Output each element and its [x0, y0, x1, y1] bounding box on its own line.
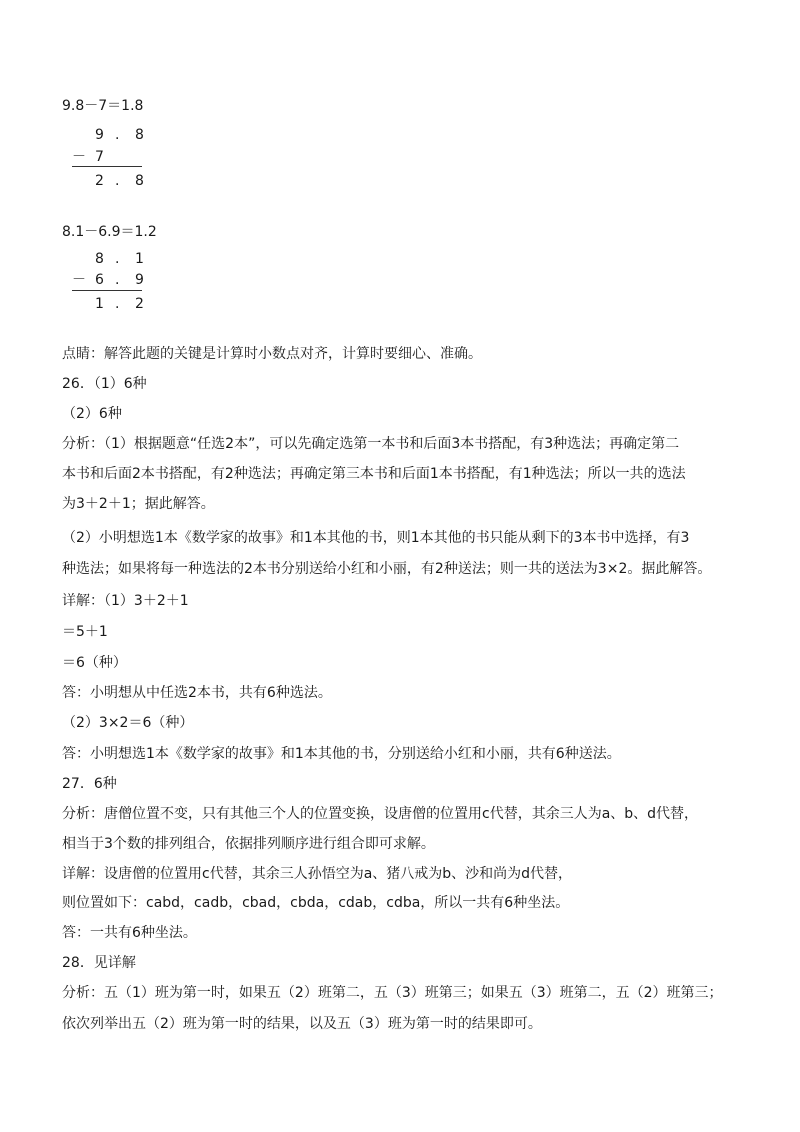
- calc2-result-digit-2: 2: [135, 296, 144, 312]
- calc2-sub-point: .: [115, 272, 120, 288]
- calc1-top-point: .: [115, 127, 120, 143]
- q27-answer-line: 答：一共有6种坐法。: [62, 925, 197, 941]
- q26-answer-part2: （2）6种: [62, 406, 122, 422]
- q26-answer: 26．（1）6种: [62, 376, 147, 392]
- q26-answer-line: 答：小明想从中任选2本书，共有6种选法。: [62, 685, 332, 701]
- q28-analysis-line: 分析：五（1）班为第一时，如果五（2）班第二，五（3）班第三；如果五（3）班第二，五（2）班第三；: [62, 985, 723, 1001]
- equation-1: 9.8－7＝1.8: [62, 98, 144, 114]
- calc2-sub-digit-2: 9: [135, 272, 144, 288]
- q28-answer: 28．见详解: [62, 955, 136, 971]
- q26-answer-line: 答：小明想选1本《数学家的故事》和1本其他的书，分别送给小红和小丽，共有6种送法。: [62, 746, 621, 762]
- calc2-minus-sign: －: [72, 272, 86, 288]
- calc1-result-digit-2: 8: [135, 173, 144, 189]
- calc2-top-digit-1: 8: [95, 251, 104, 267]
- q26-analysis-line: （2）小明想选1本《数学家的故事》和1本其他的书，则1本其他的书只能从剩下的3本书中选择，有3: [62, 530, 690, 546]
- q27-analysis-line: 相当于3个数的排列组合，依据排列顺序进行组合即可求解。: [62, 836, 435, 852]
- q26-analysis-line: 本书和后面2本书搭配，有2种选法；再确定第三本书和后面1本书搭配，有1种选法；所以一共的选法: [62, 466, 686, 482]
- calc2-sub-digit-1: 6: [95, 272, 104, 288]
- q28-analysis-line: 依次列举出五（2）班为第一时的结果，以及五（3）班为第一时的结果即可。: [62, 1016, 542, 1032]
- q26-solution-line: 详解：（1）3＋2＋1: [62, 593, 189, 609]
- q26-solution-line: ＝6（种）: [62, 655, 127, 671]
- calc1-minus-sign: －: [72, 149, 86, 165]
- calc2-rule: [72, 290, 142, 291]
- q26-solution-line: ＝5＋1: [62, 624, 108, 640]
- q27-solution-line: 详解：设唐僧的位置用c代替，其余三人孙悟空为a、猪八戒为b、沙和尚为d代替，: [62, 866, 573, 882]
- q27-answer: 27．6种: [62, 776, 117, 792]
- calc1-rule: [72, 166, 142, 167]
- q26-analysis-line: 为3＋2＋1；据此解答。: [62, 496, 215, 512]
- q26-analysis-line: 分析：（1）根据题意“任选2本”，可以先确定选第一本书和后面3本书搭配，有3种选法；再确定第二: [62, 436, 680, 452]
- calc2-top-point: .: [115, 251, 120, 267]
- calc1-result-point: .: [115, 173, 120, 189]
- calc1-top-digit-2: 8: [135, 127, 144, 143]
- q27-solution-line: 则位置如下：cabd，cadb，cbad，cbda，cdab，cdba，所以一共有6种坐法。: [62, 895, 570, 911]
- calc1-top-digit-1: 9: [95, 127, 104, 143]
- calc2-result-point: .: [115, 296, 120, 312]
- note-line: 点睛：解答此题的关键是计算时小数点对齐，计算时要细心、准确。: [62, 346, 482, 362]
- calc2-result-digit-1: 1: [95, 296, 104, 312]
- q26-analysis-line: 种选法；如果将每一种选法的2本书分别送给小红和小丽，有2种送法；则一共的送法为3×2。据此解答。: [62, 561, 712, 577]
- calc2-top-digit-2: 1: [135, 251, 144, 267]
- q26-solution-line: （2）3×2＝6（种）: [62, 715, 194, 731]
- q27-analysis-line: 分析：唐僧位置不变，只有其他三个人的位置变换，设唐僧的位置用c代替，其余三人为a、b、d代替，: [62, 806, 699, 822]
- equation-2: 8.1－6.9＝1.2: [62, 224, 157, 240]
- calc1-sub-digit-1: 7: [95, 149, 104, 165]
- calc1-result-digit-1: 2: [95, 173, 104, 189]
